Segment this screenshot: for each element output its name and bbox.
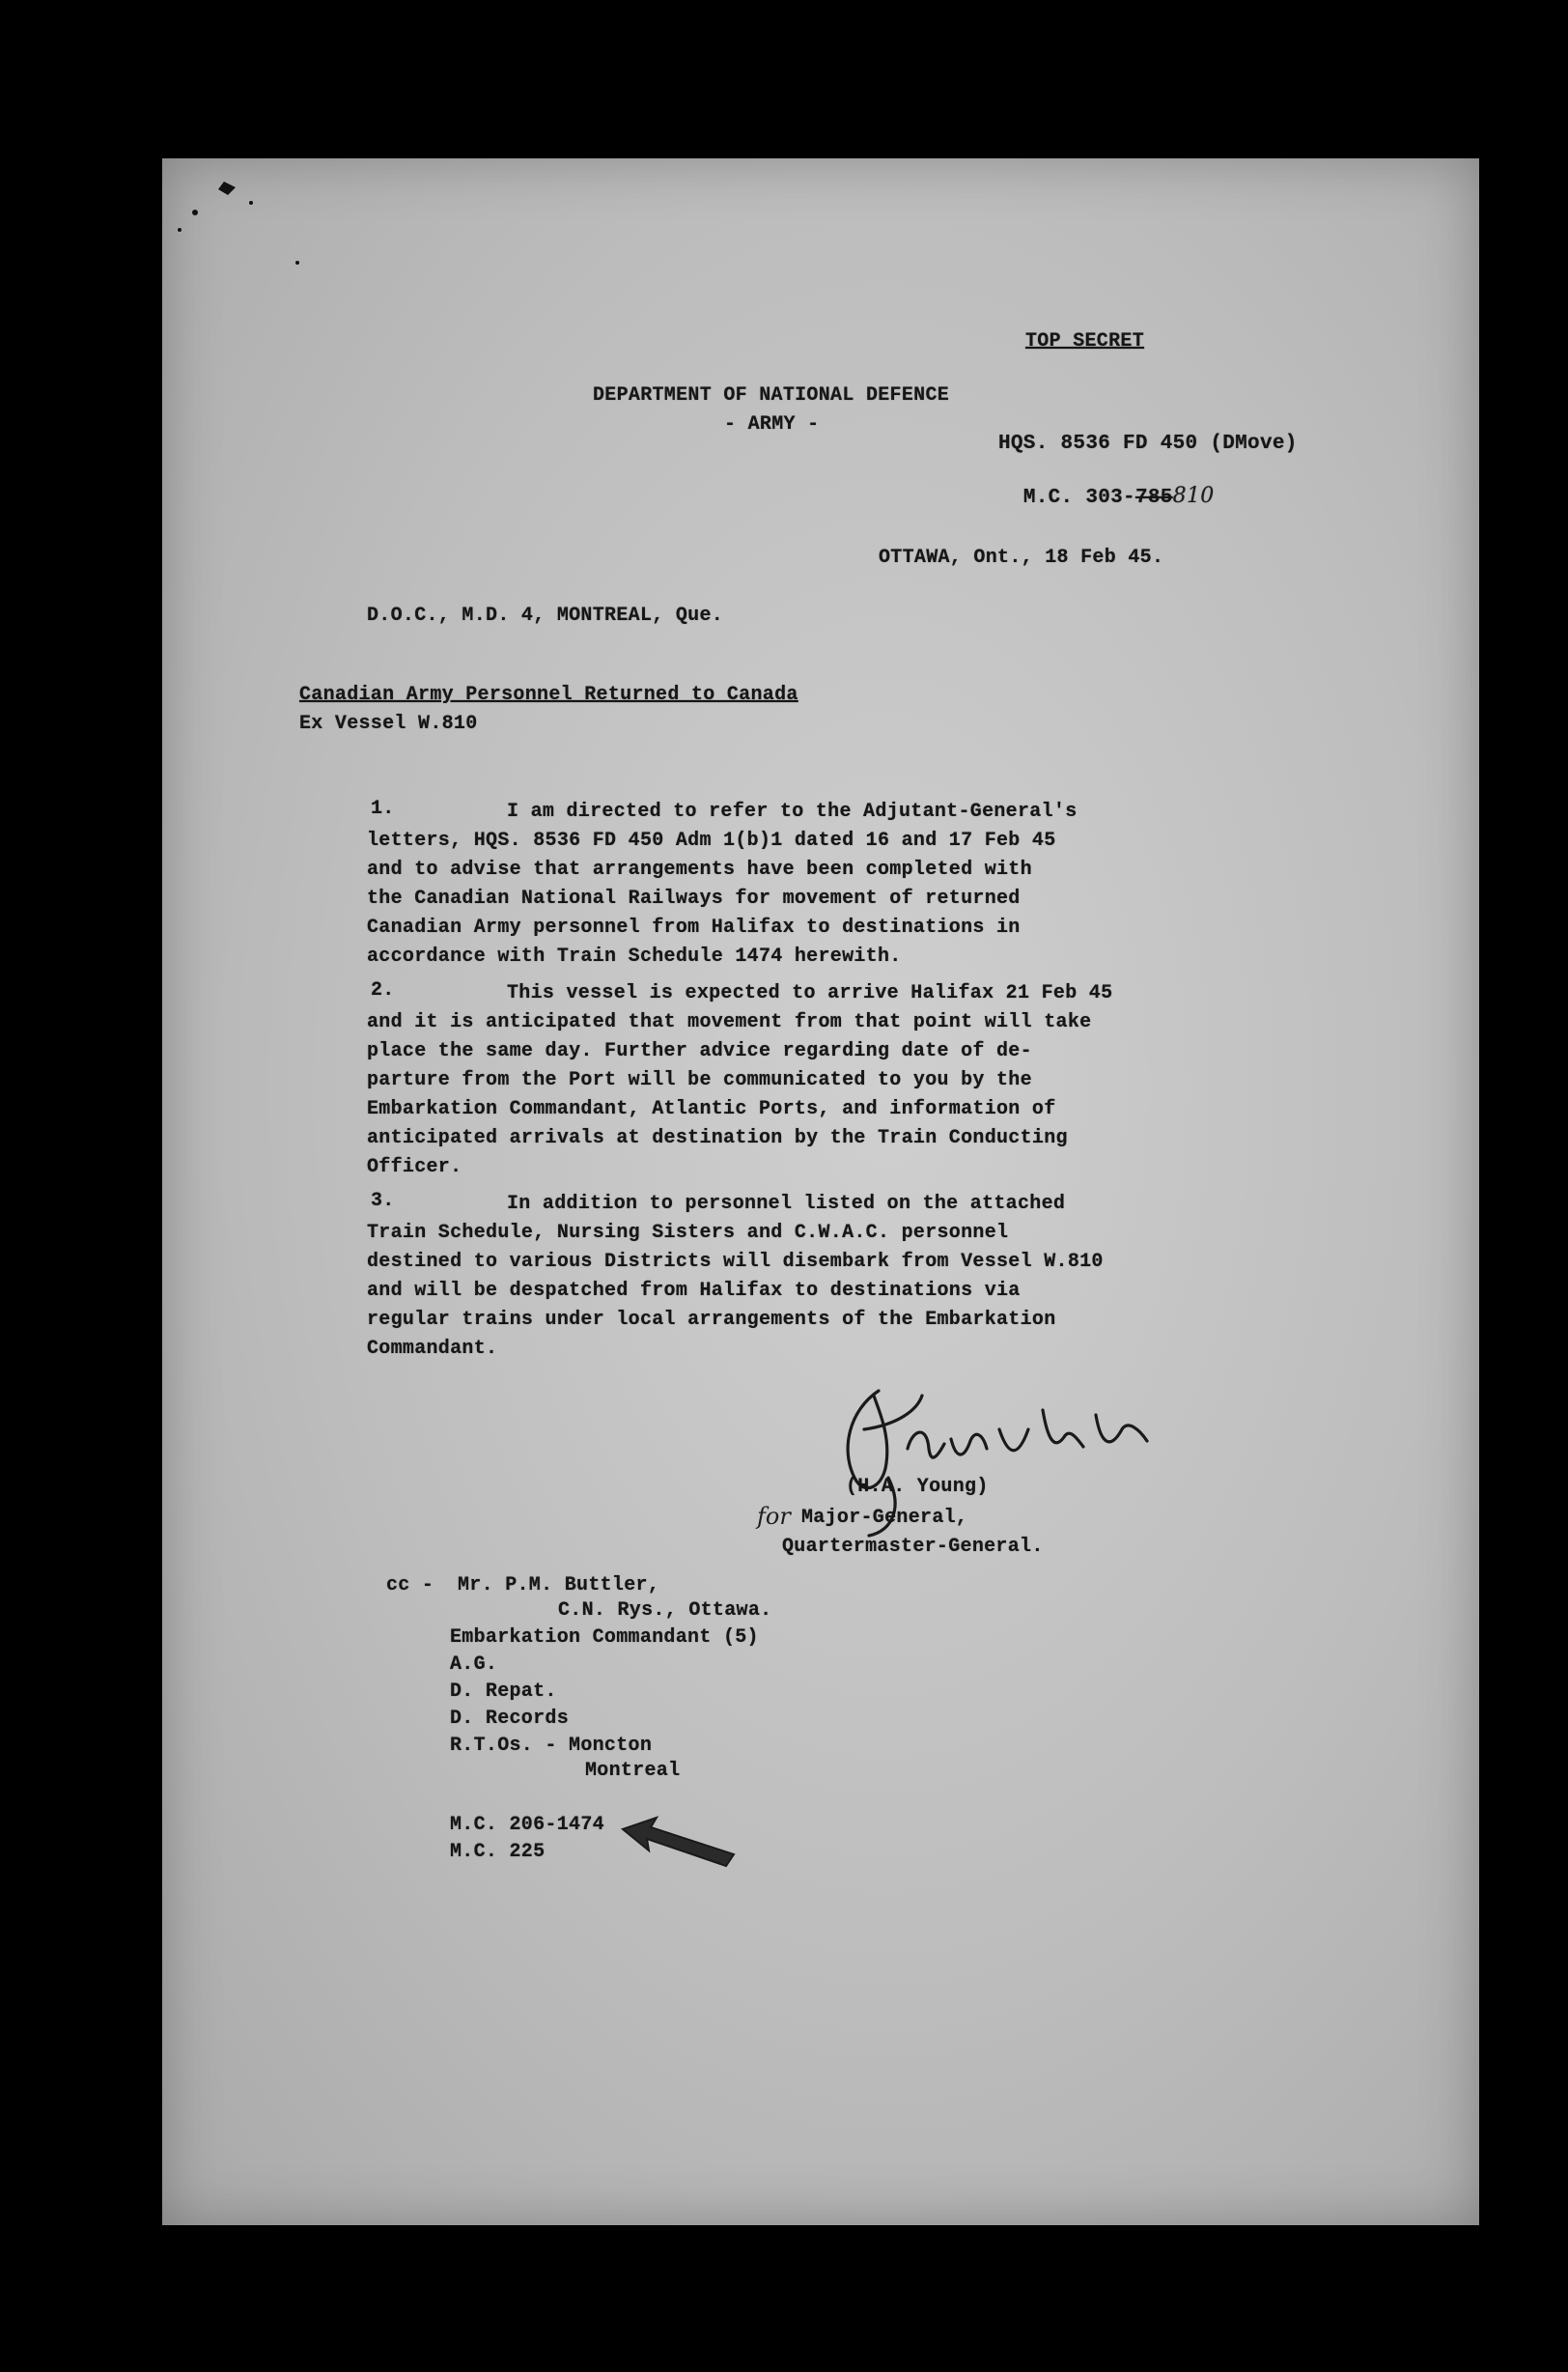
paragraph-2-line: Embarkation Commandant, Atlantic Ports, and information of: [367, 1098, 1056, 1120]
paragraph-2-number: 2.: [371, 979, 395, 1002]
place-and-date: OTTAWA, Ont., 18 Feb 45.: [879, 547, 1164, 569]
paragraph-2: [367, 979, 1236, 1182]
paragraph-1-line: and to advise that arrangements have been completed with: [367, 859, 1032, 881]
cc-recipient: A.G.: [450, 1653, 498, 1676]
branch-heading: - ARMY -: [724, 413, 820, 436]
paragraph-3-number: 3.: [371, 1190, 395, 1212]
paragraph-3-line: destined to various Districts will disembark from Vessel W.810: [367, 1251, 1104, 1273]
paragraph-3-line: In addition to personnel listed on the attached: [507, 1193, 1066, 1215]
paragraph-1-line: I am directed to refer to the Adjutant-General's: [507, 801, 1078, 823]
file-reference-mc-struck: 785: [1134, 487, 1173, 509]
cc-recipient: C.N. Rys., Ottawa.: [558, 1599, 772, 1622]
paragraph-2-line: place the same day. Further advice regarding date of de-: [367, 1040, 1032, 1062]
file-reference-mc-handwritten: 810: [1172, 484, 1215, 508]
cc-recipient: Embarkation Commandant (5): [450, 1626, 759, 1649]
paragraph-2-line: anticipated arrivals at destination by the Train Conducting: [367, 1127, 1068, 1149]
department-heading: DEPARTMENT OF NATIONAL DEFENCE: [593, 384, 950, 407]
addressee: D.O.C., M.D. 4, MONTREAL, Que.: [367, 605, 724, 627]
classification-mark: TOP SECRET: [1025, 330, 1145, 353]
arrow-icon: [618, 1812, 743, 1889]
signatory-name: (H.A. Young): [846, 1476, 989, 1498]
cc-recipient: Montreal: [585, 1760, 681, 1782]
paragraph-2-line: This vessel is expected to arrive Halifax 21 Feb 45: [507, 982, 1113, 1004]
cc-recipient: Mr. P.M. Buttler,: [458, 1574, 660, 1596]
paragraph-2-line: parture from the Port will be communicated to you by the: [367, 1069, 1032, 1091]
scan-specks: [164, 174, 299, 280]
subject-vessel: Ex Vessel W.810: [299, 713, 478, 735]
file-reference-mc-typed: M.C. 303-: [1022, 487, 1135, 509]
paragraph-1-line: accordance with Train Schedule 1474 herewith.: [367, 946, 902, 968]
paragraph-3-line: regular trains under local arrangements of the Embarkation: [367, 1309, 1056, 1331]
file-reference-hqs: HQS. 8536 FD 450 (DMove): [998, 433, 1298, 455]
cc-prefix: cc -: [386, 1574, 434, 1596]
paragraph-1-line: letters, HQS. 8536 FD 450 Adm 1(b)1 dated 16 and 17 Feb 45: [367, 830, 1056, 852]
paragraph-2-line: Officer.: [367, 1156, 462, 1178]
file-reference-footer: M.C. 225: [450, 1841, 546, 1863]
paragraph-1: [367, 798, 1236, 972]
paragraph-1-line: the Canadian National Railways for movement of returned: [367, 888, 1021, 910]
cc-recipient: D. Records: [450, 1708, 570, 1730]
cc-recipient: R.T.Os. - Moncton: [450, 1735, 653, 1757]
paragraph-1-line: Canadian Army personnel from Halifax to destinations in: [367, 917, 1021, 939]
paragraph-1-number: 1.: [371, 798, 395, 820]
paragraph-3-line: Commandant.: [367, 1338, 498, 1360]
subject-line: Canadian Army Personnel Returned to Canada: [299, 684, 798, 706]
paragraph-3-line: Train Schedule, Nursing Sisters and C.W.A.C. personnel: [367, 1222, 1009, 1244]
paragraph-3: [367, 1190, 1236, 1364]
signatory-title: Quartermaster-General.: [782, 1536, 1044, 1558]
cc-recipient: D. Repat.: [450, 1680, 557, 1703]
file-reference-mc: [998, 462, 1215, 509]
file-reference-footer: M.C. 206-1474: [450, 1814, 604, 1836]
paragraph-3-line: and will be despatched from Halifax to destinations via: [367, 1280, 1021, 1302]
paragraph-2-line: and it is anticipated that movement from that point will take: [367, 1011, 1092, 1033]
signature-for: for: [757, 1503, 791, 1530]
signatory-rank: Major-General,: [801, 1507, 968, 1529]
